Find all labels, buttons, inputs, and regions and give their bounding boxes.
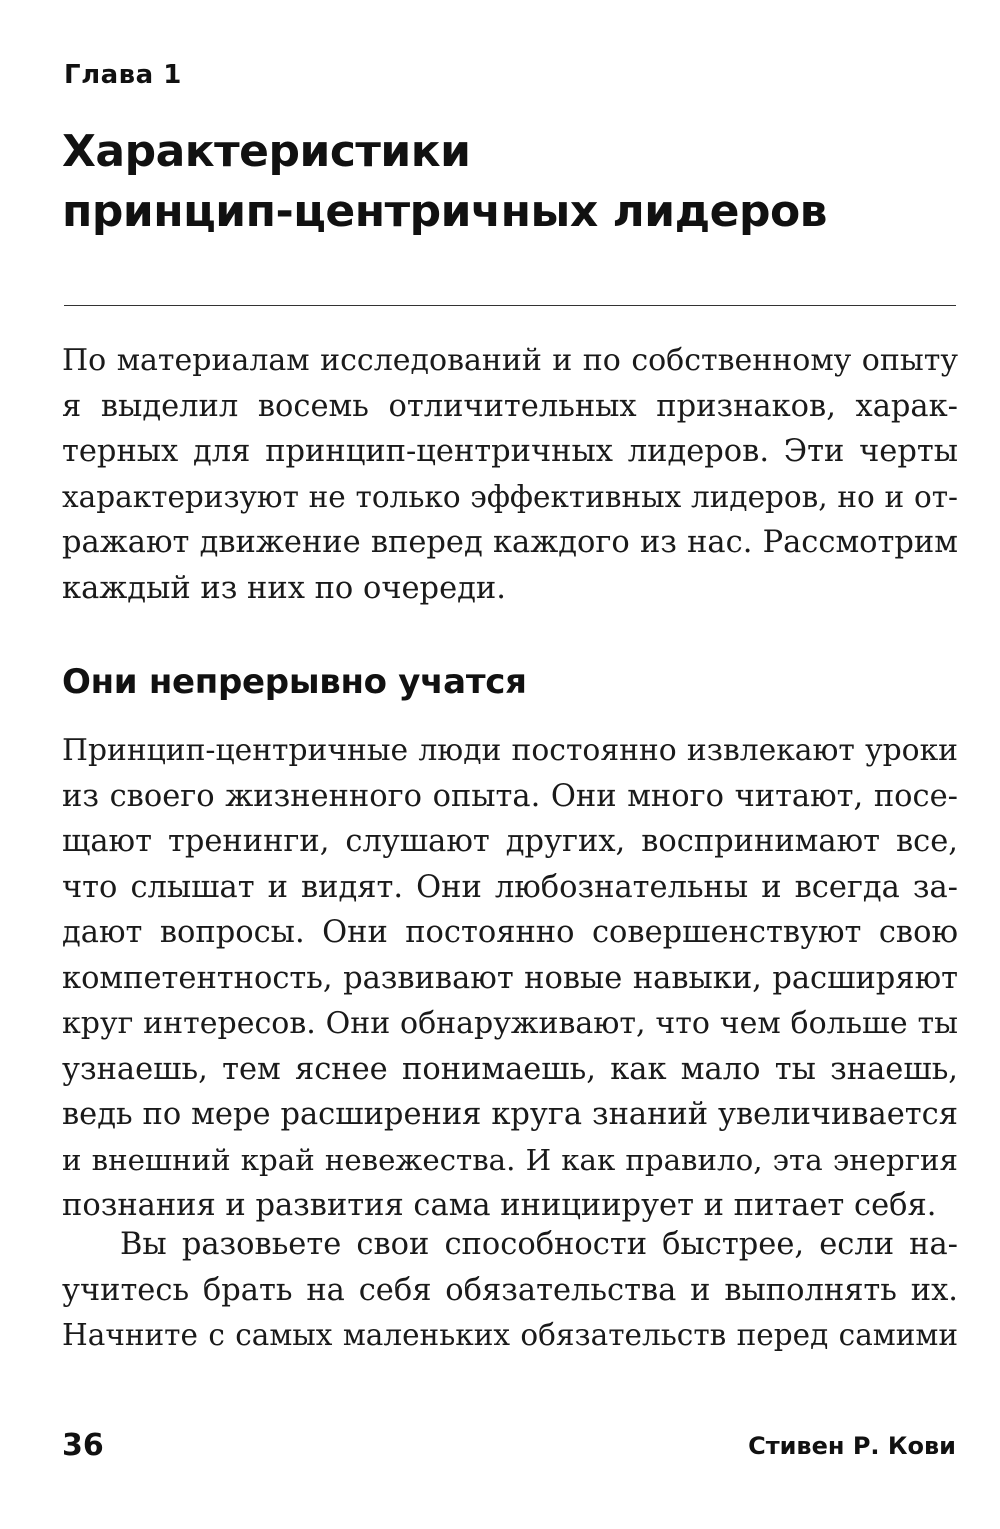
body-paragraph <box>62 1222 958 1359</box>
text-line: Вы разовьете свои способности быстрее, если на- <box>120 1227 958 1262</box>
text-line: Начните с самых маленьких обязательств перед самими <box>62 1318 958 1352</box>
body-paragraph <box>62 728 958 1229</box>
text-line: узнаешь, тем яснее понимаешь, как мало ты знаешь, <box>62 1051 958 1087</box>
text-line: познания и развития сама инициирует и питает себя. <box>62 1188 937 1223</box>
text-line: из своего жизненного опыта. Они много читают, посе- <box>62 778 958 814</box>
text-line: я выделил восемь отличительных признаков, харак- <box>62 388 958 424</box>
page-number: 36 <box>62 1428 104 1463</box>
chapter-title-line: принцип-центричных лидеров <box>62 186 828 237</box>
chapter-title-line: Характеристики <box>62 126 471 177</box>
text-line: ражают движение вперед каждого из нас. Рассмотрим <box>62 525 958 560</box>
text-line: Принцип-центричные люди постоянно извлекают уроки <box>62 733 958 768</box>
text-line: характеризуют не только эффективных лидеров, но и от- <box>62 479 958 514</box>
text-line: щают тренинги, слушают других, воспринимают все, <box>62 824 958 859</box>
chapter-label: Глава 1 <box>64 60 182 90</box>
text-line: учитесь брать на себя обязательства и выполнять их. <box>62 1272 958 1308</box>
text-line: ведь по мере расширения круга знаний увеличивается <box>62 1097 958 1132</box>
running-footer-author: Стивен Р. Кови <box>748 1432 956 1460</box>
text-line: что слышат и видят. Они любознательны и всегда за- <box>62 869 958 905</box>
divider <box>64 305 956 306</box>
section-heading: Они непрерывно учатся <box>62 662 527 702</box>
text-line: круг интересов. Они обнаруживают, что чем больше ты <box>62 1006 958 1041</box>
intro-paragraph <box>62 338 958 611</box>
text-line: и внешний край невежества. И как правило, эта энергия <box>62 1142 958 1177</box>
text-line: терных для принцип-центричных лидеров. Эти черты <box>62 434 958 469</box>
chapter-title <box>62 122 942 242</box>
text-line: дают вопросы. Они постоянно совершенствуют свою <box>62 915 958 950</box>
text-line: каждый из них по очереди. <box>62 570 506 606</box>
text-line: компетентность, развивают новые навыки, расширяют <box>62 960 958 996</box>
text-line: По материалам исследований и по собственному опыту <box>62 343 958 378</box>
